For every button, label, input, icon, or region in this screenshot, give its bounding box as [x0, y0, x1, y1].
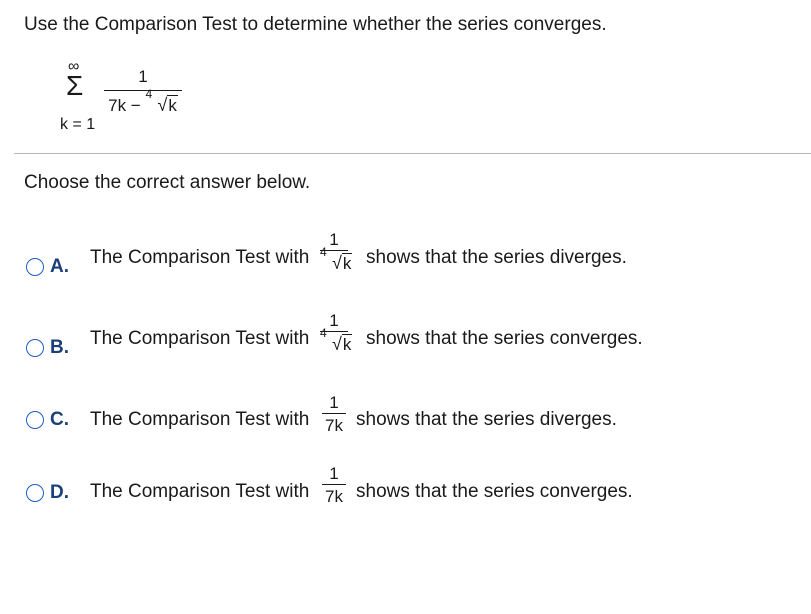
radical-sign: √ [332, 334, 342, 354]
sigma-symbol: Σ [66, 70, 84, 101]
series-denominator [104, 87, 182, 117]
option-fraction [322, 464, 346, 509]
option-letter: C. [50, 409, 69, 430]
option-suffix: shows that the series converges. [366, 328, 643, 349]
radical-sign: √ [157, 95, 168, 115]
fraction-numerator: 1 [329, 393, 339, 412]
option-d[interactable] [26, 464, 656, 524]
option-letter: D. [50, 482, 69, 503]
option-a[interactable] [26, 230, 666, 290]
fraction-numerator: 1 [329, 230, 339, 249]
fraction-denominator: 7k [325, 487, 343, 506]
fourth-root [145, 87, 177, 120]
fraction-numerator: 1 [329, 464, 339, 483]
instruction-text: Choose the correct answer below. [24, 172, 311, 193]
option-suffix: shows that the series diverges. [366, 247, 627, 268]
sum-upper-limit: ∞ [68, 58, 80, 75]
fraction-denominator: 7k [325, 416, 343, 435]
radio-option-c[interactable] [26, 411, 44, 429]
option-fraction [320, 230, 352, 275]
fourth-root [320, 326, 352, 357]
sum-lower-limit: k = 1 [60, 116, 96, 133]
radio-option-b[interactable] [26, 339, 44, 357]
section-divider [14, 153, 811, 154]
option-letter: A. [50, 256, 69, 277]
option-prefix: The Comparison Test with [90, 328, 310, 349]
option-prefix: The Comparison Test with [90, 247, 310, 268]
fraction-denominator [320, 245, 352, 275]
option-suffix: shows that the series converges. [356, 481, 633, 502]
series-numerator: 1 [138, 67, 148, 86]
denominator-lead: 7k − [108, 96, 141, 115]
radicand: k [342, 254, 352, 273]
option-letter: B. [50, 337, 69, 358]
fourth-root [320, 245, 352, 276]
radio-option-a[interactable] [26, 258, 44, 276]
question-prompt: Use the Comparison Test to determine whether the series converges. [24, 14, 607, 35]
root-index: 4 [320, 326, 327, 340]
fraction-denominator [320, 326, 352, 356]
fraction-numerator: 1 [329, 311, 339, 330]
option-fraction [320, 311, 352, 356]
root-index: 4 [320, 245, 327, 259]
root-index: 4 [145, 87, 153, 101]
option-b[interactable] [26, 311, 666, 371]
series-expression [60, 58, 200, 138]
series-fraction [104, 66, 182, 117]
option-c[interactable] [26, 393, 646, 453]
radicand: k [342, 335, 352, 354]
option-prefix: The Comparison Test with [90, 481, 310, 502]
option-fraction [322, 393, 346, 438]
radicand: k [168, 96, 177, 115]
radio-option-d[interactable] [26, 484, 44, 502]
option-suffix: shows that the series diverges. [356, 409, 617, 430]
option-prefix: The Comparison Test with [90, 409, 310, 430]
radical-sign: √ [332, 253, 342, 273]
